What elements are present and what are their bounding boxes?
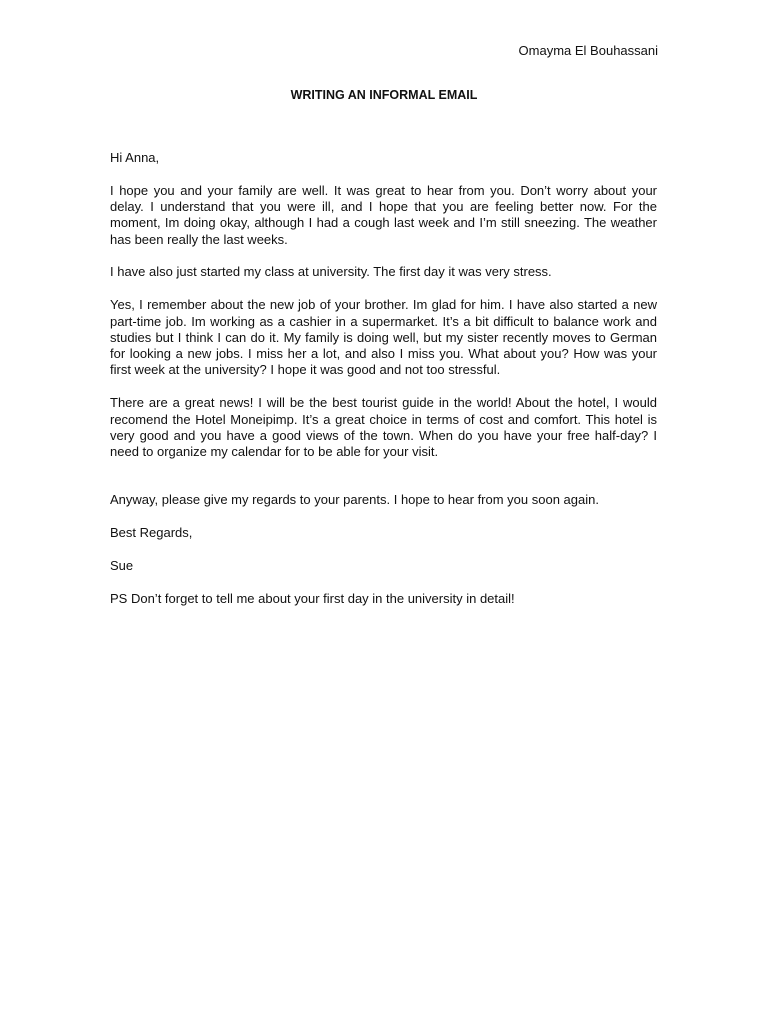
email-paragraph: I have also just started my class at university. The first day it was very stress. bbox=[110, 264, 552, 280]
email-closing: Best Regards, bbox=[110, 525, 193, 541]
email-signature: Sue bbox=[110, 558, 134, 574]
email-body bbox=[110, 150, 657, 624]
email-paragraph: I hope you and your family are well. It was great to hear from you. Don’t worry about your delay. I understand that you were ill, and I hope that you are feeling better now. For the moment, Im doing okay, although I had a cough last week and I’m still sneezing. The weather has been really the last weeks. bbox=[110, 182, 657, 247]
email-paragraph: There are a great news! I will be the best tourist guide in the world! About the hotel, I would recomend the Hotel Moneipimp. It’s a great choice in terms of cost and comfort. This hotel is very good and you have a good views of the town. When do you have your free half-day? I need to organize my calendar for to be able for your visit. bbox=[110, 395, 657, 460]
document-title: WRITING AN INFORMAL EMAIL bbox=[290, 88, 478, 102]
email-greeting: Hi Anna, bbox=[110, 150, 160, 165]
email-paragraph: Yes, I remember about the new job of your brother. Im glad for him. I have also started a new part-time job. Im working as a cashier in a supermarket. It’s a bit difficult to balance work and studies but I think I can do it. My family is doing well, but my sister recently moves to German for looking a new jobs. I miss her a lot, and also I miss you. What about you? How was your first week at the university? I hope it was good and not too stressful. bbox=[110, 297, 657, 378]
email-postscript: PS Don’t forget to tell me about your first day in the university in detail! bbox=[110, 590, 515, 606]
email-paragraph: Anyway, please give my regards to your parents. I hope to hear from you soon again. bbox=[110, 492, 599, 508]
author-name: Omayma El Bouhassani bbox=[518, 43, 658, 58]
